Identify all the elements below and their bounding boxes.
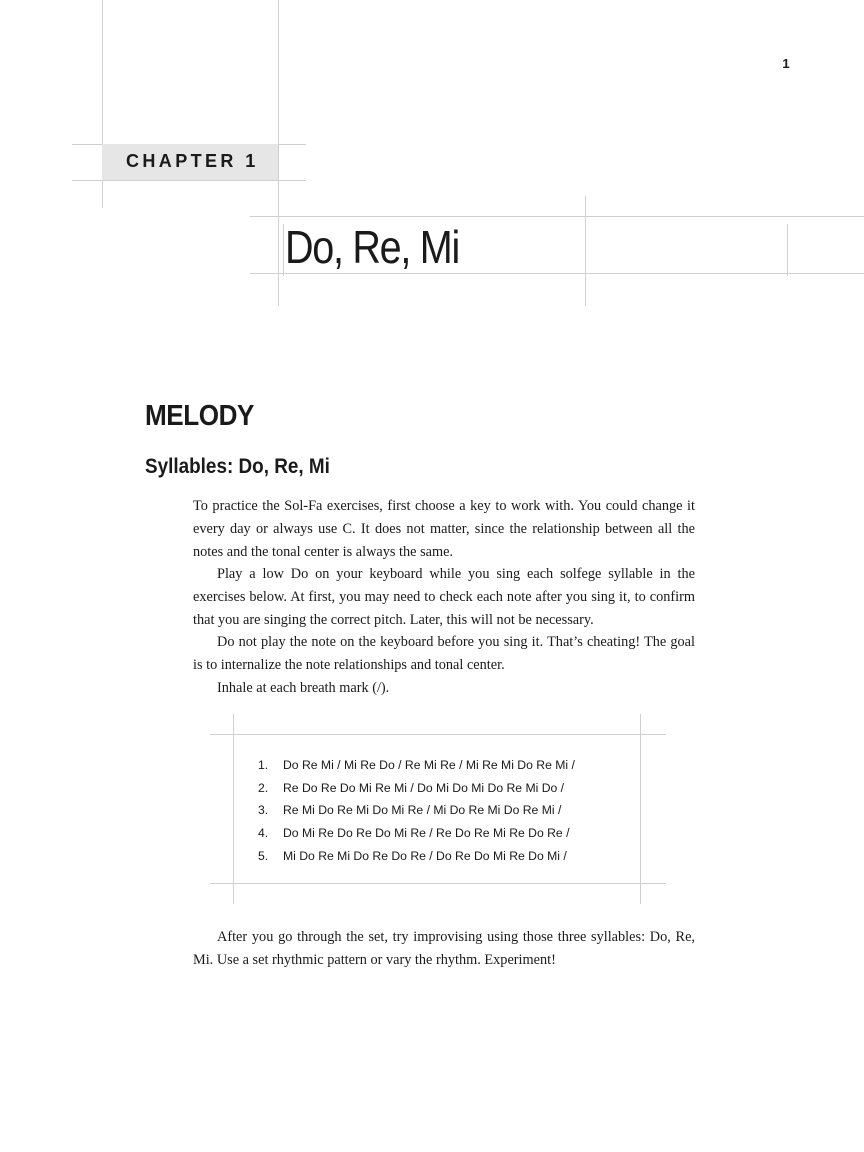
layout-rule: [787, 224, 788, 276]
exercise-box-rule: [210, 883, 666, 884]
exercise-box-rule: [210, 734, 666, 735]
exercise-list: [258, 754, 575, 868]
exercise-item: [258, 822, 575, 845]
exercise-text: Do Re Mi / Mi Re Do / Re Mi Re / Mi Re Mi Do Re Mi /: [283, 758, 575, 772]
exercise-item: [258, 799, 575, 822]
subsection-heading: Syllables: Do, Re, Mi: [145, 455, 330, 478]
layout-rule: [250, 216, 864, 217]
exercise-text: Mi Do Re Mi Do Re Do Re / Do Re Do Mi Re Do Mi /: [283, 848, 567, 863]
page-number: 1: [782, 56, 790, 71]
exercise-item: [258, 777, 575, 800]
exercise-text: Re Mi Do Re Mi Do Mi Re / Mi Do Re Mi Do Re Mi /: [283, 803, 562, 818]
exercise-number: 5.: [258, 848, 269, 863]
exercise-item: [258, 754, 575, 777]
exercise-text: Do Mi Re Do Re Do Mi Re / Re Do Re Mi Re Do Re /: [283, 826, 570, 841]
layout-rule: [283, 224, 284, 276]
exercise-text: Re Do Re Do Mi Re Mi / Do Mi Do Mi Do Re Mi Do /: [283, 780, 565, 795]
layout-rule: [72, 180, 306, 181]
section-heading: MELODY: [145, 400, 254, 432]
intro-paragraph: To practice the Sol-Fa exercises, first choose a key to work with. You could change it every day or always use C. It does not matter, since the relationship between all the notes and the tonal center is always the same.: [193, 498, 695, 560]
exercise-box-rule: [233, 714, 234, 904]
exercise-number: 2.: [258, 780, 269, 795]
body-paragraph: Inhale at each breath mark (/).: [217, 680, 390, 696]
layout-rule: [278, 0, 279, 306]
exercise-number: 4.: [258, 826, 269, 841]
closing-paragraph: After you go through the set, try improvising using those three syllables: Do, Re, Mi. Use a set rhythmic pattern or vary the rhythm. Experiment!: [193, 929, 695, 968]
layout-rule: [585, 196, 586, 306]
exercise-number: 1.: [258, 758, 269, 772]
chapter-label: CHAPTER 1: [126, 151, 259, 171]
exercise-number: 3.: [258, 803, 269, 818]
body-paragraph: Do not play the note on the keyboard before you sing it. That’s cheating! The goal is to internalize the note relationships and tonal center.: [193, 634, 695, 673]
exercise-item: [258, 845, 575, 868]
exercise-box-rule: [640, 714, 641, 904]
chapter-title: Do, Re, Mi: [285, 221, 459, 273]
body-paragraph: Play a low Do on your keyboard while you sing each solfege syllable in the exercises below. At first, you may need to check each note after you sing it, to confirm that you are singing the correct pitch. Later, this will not be necessary.: [193, 566, 695, 628]
